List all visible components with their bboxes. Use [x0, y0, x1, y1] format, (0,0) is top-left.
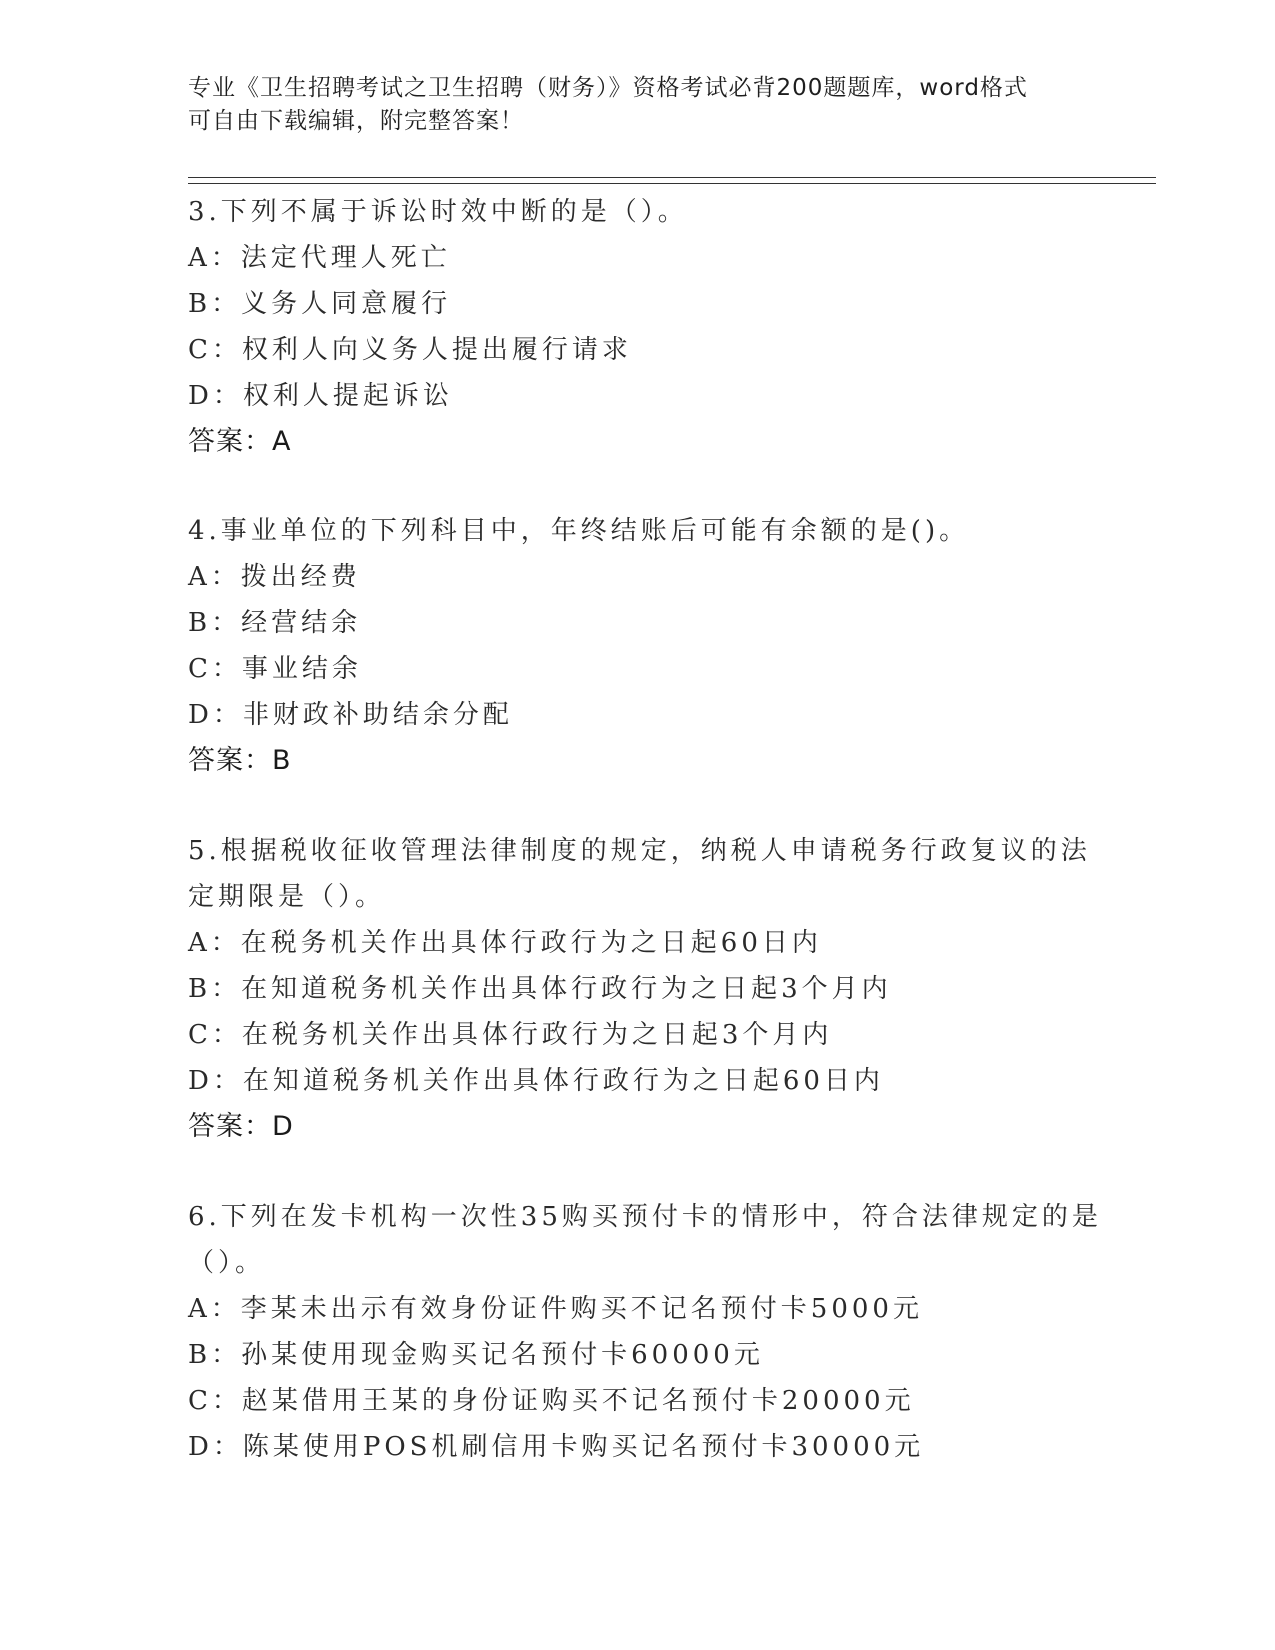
header-divider-bottom — [188, 183, 1156, 184]
question-stem-continued: （）。 — [188, 1248, 266, 1278]
question-stem: 4.事业单位的下列科目中，年终结账后可能有余额的是()。 — [188, 516, 970, 546]
option-b: B：在知道税务机关作出具体行政行为之日起3个月内 — [188, 974, 892, 1004]
option-d: D：权利人提起诉讼 — [188, 381, 453, 411]
option-c: C：赵某借用王某的身份证购买不记名预付卡20000元 — [188, 1386, 915, 1416]
question-stem: 5.根据税收征收管理法律制度的规定，纳税人申请税务行政复议的法 — [188, 836, 1091, 866]
option-c: C：在税务机关作出具体行政行为之日起3个月内 — [188, 1020, 833, 1050]
answer-line: 答案：A — [188, 426, 292, 457]
answer-line: 答案：D — [188, 1111, 294, 1142]
question-stem: 6.下列在发卡机构一次性35购买预付卡的情形中，符合法律规定的是 — [188, 1202, 1102, 1232]
question-stem-continued: 定期限是（）。 — [188, 882, 386, 912]
option-c: C：权利人向义务人提出履行请求 — [188, 335, 632, 365]
answer-line: 答案：B — [188, 745, 292, 776]
question-block — [188, 828, 1091, 1150]
option-b: B：孙某使用现金购买记名预付卡60000元 — [188, 1340, 764, 1370]
option-d: D：在知道税务机关作出具体行政行为之日起60日内 — [188, 1066, 884, 1096]
option-c: C：事业结余 — [188, 654, 362, 684]
option-b: B：经营结余 — [188, 608, 362, 638]
question-block — [188, 508, 1088, 784]
question-stem: 3.下列不属于诉讼时效中断的是（）。 — [188, 197, 688, 227]
option-a: A：法定代理人死亡 — [188, 243, 451, 273]
option-d: D：非财政补助结余分配 — [188, 700, 513, 730]
option-a: A：李某未出示有效身份证件购买不记名预付卡5000元 — [188, 1294, 923, 1324]
header-line-1: 专业《卫生招聘考试之卫生招聘（财务）》资格考试必背200题题库，word格式 — [188, 75, 1028, 101]
option-a: A：拨出经费 — [188, 562, 361, 592]
header-line-2: 可自由下载编辑，附完整答案！ — [188, 108, 524, 134]
option-b: B：义务人同意履行 — [188, 289, 452, 319]
option-d: D：陈某使用POS机刷信用卡购买记名预付卡30000元 — [188, 1432, 925, 1462]
document-header — [188, 72, 1068, 138]
option-a: A：在税务机关作出具体行政行为之日起60日内 — [188, 928, 822, 958]
question-block — [188, 1194, 1102, 1470]
question-block — [188, 189, 1088, 465]
header-divider-top — [188, 177, 1156, 178]
